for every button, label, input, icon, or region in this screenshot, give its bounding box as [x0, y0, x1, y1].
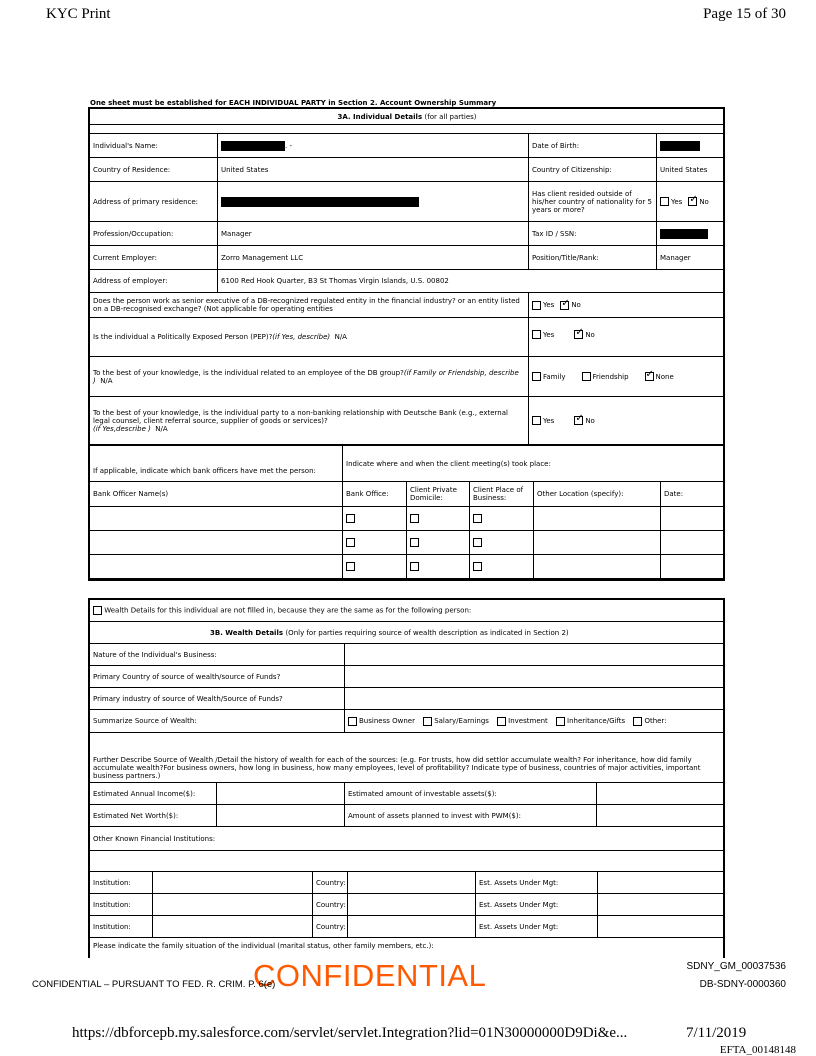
bank-office-checkbox[interactable] [346, 538, 355, 547]
employer-address-value: 6100 Red Hook Quarter, B3 St Thomas Virgin Islands, U.S. 00802 [218, 270, 725, 293]
primary-industry-label: Primary industry of source of Wealth/Source of Funds? [90, 688, 345, 710]
col-private-domicile: Client Private Domicile: [407, 482, 470, 507]
employer-address-label: Address of employer: [90, 270, 218, 293]
meeting-table [89, 445, 725, 579]
outside-no-checkbox[interactable] [688, 197, 697, 206]
employer-label: Current Employer: [90, 246, 218, 270]
col-bank-office: Bank Office: [343, 482, 407, 507]
header-title: KYC Print [46, 6, 111, 22]
place-of-business-checkbox[interactable] [473, 538, 482, 547]
other-checkbox[interactable] [633, 717, 642, 726]
nonbank-question: To the best of your knowledge, is the individual party to a non-banking relationship with Deutsche Bank (e.g., external legal counsel, client referral source, supplier of goods or services)? (if Yes,describe ) N/A [90, 397, 529, 445]
related-question: To the best of your knowledge, is the individual related to an employee of the DB group?(if Family or Friendship, describe ) N/A [90, 357, 529, 397]
friendship-checkbox[interactable] [582, 372, 591, 381]
meeting-question: Indicate where and when the client meeting(s) took place: [343, 446, 725, 482]
bates-db-sdny: DB-SDNY-0000360 [699, 979, 786, 990]
country-label: Country: [313, 872, 348, 894]
aum-label: Est. Assets Under Mgt: [476, 894, 598, 916]
table-row [90, 555, 725, 579]
redaction [660, 141, 700, 151]
senior-exec-question: Does the person work as senior executive of a DB-recognized regulated entity in the financial industry? or an entity listed on a DB-recognised exchange? (Not applicable for operating entities [90, 293, 529, 318]
summarize-options: Business Owner Salary/Earnings Investment Inheritance/Gifts Other: [345, 710, 725, 733]
other-fi-label: Other Known Financial Institutions: [90, 827, 725, 851]
nature-value [345, 644, 725, 666]
none-checkbox[interactable] [645, 372, 654, 381]
table-row [90, 916, 725, 938]
place-of-business-checkbox[interactable] [473, 562, 482, 571]
redaction [221, 197, 419, 207]
inheritance-checkbox[interactable] [556, 717, 565, 726]
pwm-label: Amount of assets planned to invest with PWM($): [345, 805, 597, 827]
bates-sdny: SDNY_GM_00037536 [686, 961, 786, 972]
summarize-label: Summarize Source of Wealth: [90, 710, 345, 733]
efta-number: EFTA_00148148 [719, 1044, 796, 1056]
redaction [660, 229, 708, 239]
table-row [90, 507, 725, 531]
table-row [90, 531, 725, 555]
name-value: . - [218, 134, 529, 158]
col-other-location: Other Location (specify): [534, 482, 661, 507]
primary-industry-value [345, 688, 725, 710]
nonbank-no-checkbox[interactable] [574, 416, 583, 425]
redaction [221, 141, 285, 151]
private-domicile-checkbox[interactable] [410, 538, 419, 547]
senior-exec-no-checkbox[interactable] [560, 301, 569, 310]
family-checkbox[interactable] [532, 372, 541, 381]
pep-no-checkbox[interactable] [574, 330, 583, 339]
position-label: Position/Title/Rank: [529, 246, 657, 270]
col-date: Date: [661, 482, 725, 507]
col-place-of-business: Client Place of Business: [470, 482, 534, 507]
annual-income-value [217, 783, 345, 805]
address-value [218, 182, 529, 222]
name-label: Individual's Name: [90, 134, 218, 158]
aum-label: Est. Assets Under Mgt: [476, 916, 598, 938]
outside-answer: Yes✓ No [657, 182, 725, 222]
further-describe: Further Describe Source of Wealth /Detail the history of wealth for each of the sources: (e.g. For trusts, how did settlor accumulate wealth? For inheritance, how did family accumulate wealth?For business owners, how long in business, how many employees, level of profitability? Indicate type of business, countries of major activities, important business partners.) [90, 733, 725, 783]
citizenship-value: United States [657, 158, 725, 182]
nonbank-yes-checkbox[interactable] [532, 416, 541, 425]
pwm-value [597, 805, 725, 827]
institution-label: Institution: [90, 916, 153, 938]
business-owner-checkbox[interactable] [348, 717, 357, 726]
bank-office-checkbox[interactable] [346, 562, 355, 571]
instruction-note: One sheet must be established for EACH INDIVIDUAL PARTY in Section 2. Account Ownership Summary [90, 99, 497, 107]
investment-checkbox[interactable] [497, 717, 506, 726]
primary-country-label: Primary Country of source of wealth/source of Funds? [90, 666, 345, 688]
outside-yes-checkbox[interactable] [660, 197, 669, 206]
section-3b-table [89, 599, 725, 851]
nature-label: Nature of the Individual's Business: [90, 644, 345, 666]
print-date: 7/11/2019 [686, 1025, 747, 1041]
institution-label: Institution: [90, 872, 153, 894]
pep-yes-checkbox[interactable] [532, 330, 541, 339]
same-as-checkbox[interactable] [93, 606, 102, 615]
institutions-table [89, 871, 725, 954]
salary-checkbox[interactable] [423, 717, 432, 726]
aum-label: Est. Assets Under Mgt: [476, 872, 598, 894]
pep-question: Is the individual a Politically Exposed Person (PEP)?(if Yes, describe) N/A [90, 318, 529, 357]
address-label: Address of primary residence: [90, 182, 218, 222]
investable-label: Estimated amount of investable assets($): [345, 783, 597, 805]
confidential-notice: CONFIDENTIAL – PURSUANT TO FED. R. CRIM. P. 6(e) [32, 979, 276, 990]
private-domicile-checkbox[interactable] [410, 514, 419, 523]
pep-answer: Yes✓ No [529, 318, 725, 357]
private-domicile-checkbox[interactable] [410, 562, 419, 571]
senior-exec-answer: Yes✓ No [529, 293, 725, 318]
section-3a-title: 3A. Individual Details (for all parties) [90, 109, 725, 125]
country-label: Country: [313, 894, 348, 916]
net-worth-value [217, 805, 345, 827]
residence-value: United States [218, 158, 529, 182]
profession-value: Manager [218, 222, 529, 246]
place-of-business-checkbox[interactable] [473, 514, 482, 523]
outside-label: Has client resided outside of his/her country of nationality for 5 years or more? [529, 182, 657, 222]
senior-exec-yes-checkbox[interactable] [532, 301, 541, 310]
annual-income-label: Estimated Annual Income($): [90, 783, 217, 805]
bank-office-checkbox[interactable] [346, 514, 355, 523]
confidential-stamp: CONFIDENTIAL [253, 958, 487, 993]
dob-value [657, 134, 725, 158]
section-3a-table [89, 108, 725, 472]
same-as-row: Wealth Details for this individual are not filled in, because they are the same as for the following person: [90, 600, 725, 622]
net-worth-label: Estimated Net Worth($): [90, 805, 217, 827]
primary-country-value [345, 666, 725, 688]
residence-label: Country of Residence: [90, 158, 218, 182]
investable-value [597, 783, 725, 805]
family-situation-label: Please indicate the family situation of the individual (marital status, other family members, etc.): [90, 938, 725, 954]
source-url: https://dbforcepb.my.salesforce.com/servlet/servlet.Integration?lid=01N30000000D9Di&e... [72, 1025, 628, 1041]
section-3b-title: 3B. Wealth Details (Only for parties requiring source of wealth description as indicated in Section 2) [90, 622, 725, 644]
col-officer-names: Bank Officer Name(s) [90, 482, 343, 507]
position-value: Manager [657, 246, 725, 270]
table-row [90, 872, 725, 894]
dob-label: Date of Birth: [529, 134, 657, 158]
taxid-label: Tax ID / SSN: [529, 222, 657, 246]
country-label: Country: [313, 916, 348, 938]
nonbank-answer: Yes✓ No [529, 397, 725, 445]
officers-question: If applicable, indicate which bank officers have met the person: [90, 446, 343, 482]
table-row [90, 894, 725, 916]
employer-value: Zorro Management LLC [218, 246, 529, 270]
institution-label: Institution: [90, 894, 153, 916]
taxid-value [657, 222, 725, 246]
page-number: Page 15 of 30 [703, 6, 786, 22]
related-answer: Family Friendship✓ None [529, 357, 725, 397]
citizenship-label: Country of Citizenship: [529, 158, 657, 182]
profession-label: Profession/Occupation: [90, 222, 218, 246]
